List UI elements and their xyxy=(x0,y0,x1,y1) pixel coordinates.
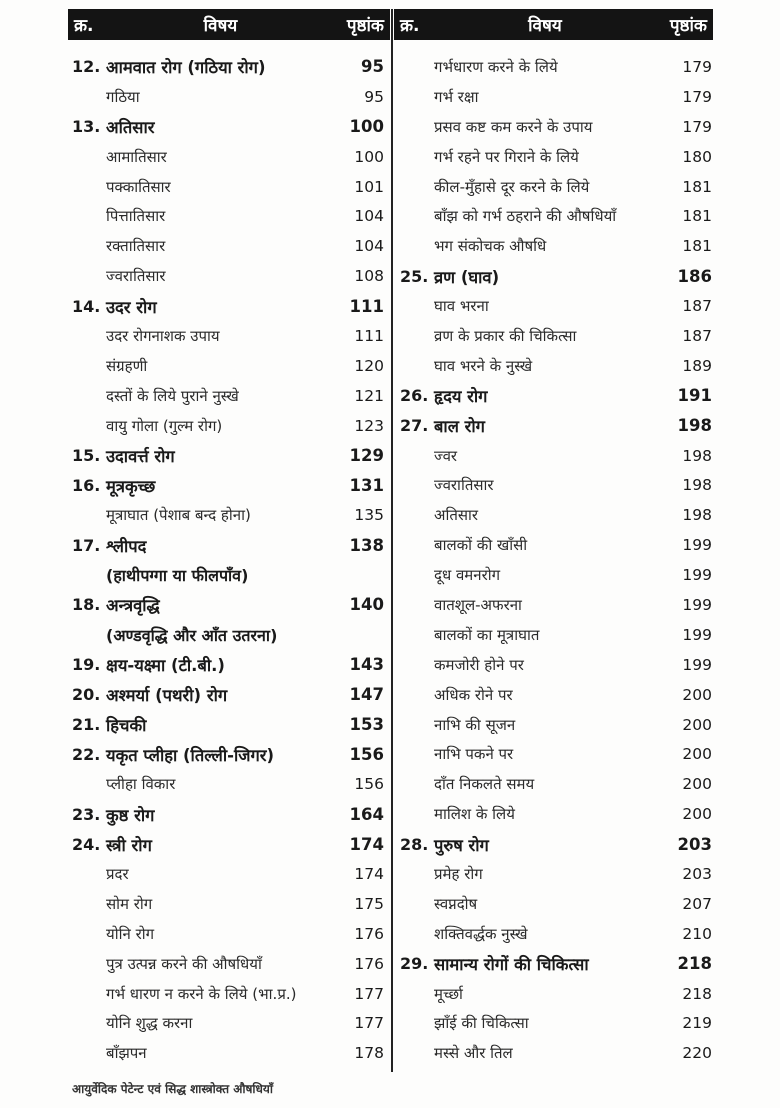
entry-title: उदर रोग xyxy=(106,297,157,317)
toc-subtopic-row[interactable] xyxy=(400,291,712,321)
page-number: 177 xyxy=(354,984,384,1003)
toc-subtopic-row[interactable] xyxy=(400,919,712,949)
entry-title: घाव भरने के नुस्खे xyxy=(434,356,533,375)
entry-title: पित्तातिसार xyxy=(106,207,166,226)
toc-subtopic-row[interactable] xyxy=(400,769,712,799)
page-number: 135 xyxy=(354,506,384,525)
toc-subtopic-row[interactable] xyxy=(72,769,384,799)
header-col-subject: विषय xyxy=(203,16,238,36)
page-number: 199 xyxy=(682,566,712,585)
entry-title: कमजोरी होने पर xyxy=(434,655,524,674)
toc-chapter-row[interactable] xyxy=(72,291,384,321)
toc-chapter-row[interactable] xyxy=(72,650,384,680)
entry-title: बाँझपन xyxy=(106,1044,147,1063)
entry-title: बाँझ को गर्भ ठहराने की औषधियाँ xyxy=(434,207,617,226)
page-number: 199 xyxy=(682,536,712,555)
page-number: 203 xyxy=(677,834,712,854)
toc-subtopic-row[interactable] xyxy=(72,919,384,949)
toc-subtopic-row[interactable] xyxy=(400,560,712,590)
page-number: 181 xyxy=(682,237,712,256)
toc-subtopic-row[interactable] xyxy=(400,1009,712,1039)
toc-subtopic-row[interactable] xyxy=(72,979,384,1009)
page-number: 198 xyxy=(682,476,712,495)
chapter-number: 29. xyxy=(400,954,429,974)
toc-subtopic-row[interactable] xyxy=(400,739,712,769)
chapter-number: 13. xyxy=(72,117,101,137)
toc-subtopic-row[interactable] xyxy=(72,500,384,530)
entry-title: क्षय-यक्ष्मा (टी.बी.) xyxy=(106,656,225,676)
entry-title: संग्रहणी xyxy=(106,356,148,375)
entry-title: आमातिसार xyxy=(106,147,167,166)
entry-title: (अण्डवृद्धि और आँत उतरना) xyxy=(106,625,278,645)
entry-title: गर्भ रहने पर गिराने के लिये xyxy=(434,147,579,166)
page-number: 198 xyxy=(682,506,712,525)
header-col-page: पृष्ठांक xyxy=(346,16,384,36)
header-col-number: क्र. xyxy=(400,16,420,36)
chapter-number: 17. xyxy=(72,535,101,555)
toc-chapter-row[interactable] xyxy=(72,590,384,620)
chapter-number: 20. xyxy=(72,685,101,705)
toc-chapter-row[interactable] xyxy=(400,411,712,441)
page-number: 123 xyxy=(354,416,384,435)
toc-chapter-subtitle-row[interactable] xyxy=(72,560,384,590)
entry-title: हृदय रोग xyxy=(434,387,488,407)
page-number: 179 xyxy=(682,117,712,136)
entry-title: ज्वरातिसार xyxy=(434,476,494,495)
toc-chapter-row[interactable] xyxy=(400,829,712,859)
entry-title: अश्मर्या (पथरी) रोग xyxy=(106,686,228,706)
page-number: 200 xyxy=(682,745,712,764)
page-number: 187 xyxy=(682,326,712,345)
entry-title: गर्भधारण करने के लिये xyxy=(434,57,558,76)
entry-title: मस्से और तिल xyxy=(434,1044,513,1063)
entry-title: उदावर्त्त रोग xyxy=(106,447,175,467)
page-number: 176 xyxy=(354,954,384,973)
page-number: 156 xyxy=(349,744,384,764)
chapter-number: 21. xyxy=(72,715,101,735)
entry-title: दाँत निकलते समय xyxy=(434,775,535,794)
entry-title: स्वप्नदोष xyxy=(434,894,478,913)
toc-chapter-row[interactable] xyxy=(400,949,712,979)
toc-chapter-row[interactable] xyxy=(72,680,384,710)
page-number: 200 xyxy=(682,775,712,794)
entry-title: झाँई की चिकित्सा xyxy=(434,1014,529,1033)
page-number: 174 xyxy=(354,864,384,883)
page-number: 95 xyxy=(364,87,384,106)
header-col-number: क्र. xyxy=(74,16,94,36)
chapter-number: 26. xyxy=(400,386,429,406)
page-number: 210 xyxy=(682,924,712,943)
entry-title: व्रण (घाव) xyxy=(434,267,500,287)
page-number: 179 xyxy=(682,57,712,76)
entry-title: रक्तातिसार xyxy=(106,237,166,256)
toc-subtopic-row[interactable] xyxy=(400,680,712,710)
toc-subtopic-row[interactable] xyxy=(400,710,712,740)
entry-title: दस्तों के लिये पुराने नुस्खे xyxy=(106,386,239,405)
entry-title: नाभि पकने पर xyxy=(434,745,514,764)
toc-subtopic-row[interactable] xyxy=(400,530,712,560)
toc-subtopic-row[interactable] xyxy=(400,799,712,829)
page-number: 104 xyxy=(354,237,384,256)
toc-subtopic-row[interactable] xyxy=(400,500,712,530)
entry-title: अतिसार xyxy=(106,118,155,138)
entry-title: बालकों का मूत्राघात xyxy=(434,625,540,644)
entry-title: स्त्री रोग xyxy=(106,835,152,855)
entry-title: व्रण के प्रकार की चिकित्सा xyxy=(434,326,577,345)
toc-subtopic-row[interactable] xyxy=(72,142,384,172)
entry-title: पुरुष रोग xyxy=(434,835,489,855)
page-number: 178 xyxy=(354,1044,384,1063)
toc-subtopic-row[interactable] xyxy=(400,231,712,261)
toc-subtopic-row[interactable] xyxy=(72,1009,384,1039)
page-number: 199 xyxy=(682,595,712,614)
entry-title: यकृत प्लीहा (तिल्ली-जिगर) xyxy=(106,745,275,765)
chapter-number: 19. xyxy=(72,655,101,675)
page-number: 219 xyxy=(682,1014,712,1033)
entry-title: बाल रोग xyxy=(434,417,485,437)
page-number: 175 xyxy=(354,894,384,913)
page-number: 189 xyxy=(682,356,712,375)
toc-chapter-row[interactable] xyxy=(400,381,712,411)
page-number: 120 xyxy=(354,356,384,375)
entry-title: वातशूल-अफरना xyxy=(434,595,522,614)
toc-subtopic-row[interactable] xyxy=(400,650,712,680)
toc-subtopic-row[interactable] xyxy=(400,351,712,381)
page-number: 140 xyxy=(349,595,384,615)
toc-subtopic-row[interactable] xyxy=(72,411,384,441)
page-number: 121 xyxy=(354,386,384,405)
entry-title: आमवात रोग (गठिया रोग) xyxy=(106,58,266,78)
page-number: 131 xyxy=(349,475,384,495)
chapter-number: 24. xyxy=(72,834,101,854)
toc-subtopic-row[interactable] xyxy=(72,172,384,202)
toc-chapter-row[interactable] xyxy=(72,112,384,142)
toc-subtopic-row[interactable] xyxy=(72,889,384,919)
chapter-number: 28. xyxy=(400,834,429,854)
column-divider xyxy=(391,9,393,1072)
entry-title: उदर रोगनाशक उपाय xyxy=(106,326,220,345)
toc-subtopic-row[interactable] xyxy=(400,52,712,82)
toc-subtopic-row[interactable] xyxy=(72,201,384,231)
page-number: 181 xyxy=(682,177,712,196)
page-number: 147 xyxy=(349,685,384,705)
toc-subtopic-row[interactable] xyxy=(72,949,384,979)
toc-right-column xyxy=(400,52,712,1068)
entry-title: गर्भ रक्षा xyxy=(434,87,479,106)
toc-subtopic-row[interactable] xyxy=(400,859,712,889)
entry-title: सोम रोग xyxy=(106,894,153,913)
toc-left-column xyxy=(72,52,384,1068)
chapter-number: 14. xyxy=(72,296,101,316)
page-number: 108 xyxy=(354,267,384,286)
entry-title: अतिसार xyxy=(434,506,479,525)
header-col-subject: विषय xyxy=(528,16,562,36)
entry-title: योनि शुद्ध करना xyxy=(106,1014,193,1033)
entry-title: मूत्रकृच्छ xyxy=(106,476,156,496)
entry-title: श्लीपद xyxy=(106,536,147,556)
entry-title: भग संकोचक औषधि xyxy=(434,237,547,256)
toc-chapter-subtitle-row[interactable] xyxy=(72,620,384,650)
page-number: 203 xyxy=(682,864,712,883)
chapter-number: 16. xyxy=(72,475,101,495)
page-number: 191 xyxy=(677,386,712,406)
toc-subtopic-row[interactable] xyxy=(72,82,384,112)
toc-subtopic-row[interactable] xyxy=(400,620,712,650)
toc-chapter-row[interactable] xyxy=(72,739,384,769)
header-col-page: पृष्ठांक xyxy=(669,16,707,36)
toc-subtopic-row[interactable] xyxy=(400,82,712,112)
page-number: 200 xyxy=(682,685,712,704)
toc-subtopic-row[interactable] xyxy=(400,1038,712,1068)
page-number: 101 xyxy=(354,177,384,196)
toc-subtopic-row[interactable] xyxy=(72,231,384,261)
entry-title: सामान्य रोगों की चिकित्सा xyxy=(434,955,589,975)
chapter-number: 22. xyxy=(72,744,101,764)
page-number: 207 xyxy=(682,894,712,913)
entry-title: नाभि की सूजन xyxy=(434,715,516,734)
page-number: 200 xyxy=(682,805,712,824)
page-number: 153 xyxy=(349,715,384,735)
page-number: 95 xyxy=(361,57,384,77)
toc-subtopic-row[interactable] xyxy=(72,261,384,291)
chapter-number: 12. xyxy=(72,57,101,77)
entry-title: वायु गोला (गुल्म रोग) xyxy=(106,416,223,435)
entry-title: गठिया xyxy=(106,87,140,106)
page-number: 143 xyxy=(349,655,384,675)
toc-subtopic-row[interactable] xyxy=(400,112,712,142)
book-title-footer: आयुर्वेदिक पेटेन्ट एवं सिद्ध शास्त्रोक्त औषधियाँ xyxy=(72,1082,273,1096)
entry-title: प्रमेह रोग xyxy=(434,864,483,883)
entry-title: घाव भरना xyxy=(434,297,489,316)
entry-title: योनि रोग xyxy=(106,924,155,943)
toc-chapter-row[interactable] xyxy=(72,470,384,500)
toc-chapter-row[interactable] xyxy=(72,710,384,740)
toc-subtopic-row[interactable] xyxy=(400,321,712,351)
page-number: 111 xyxy=(354,326,384,345)
entry-title: मूत्राघात (पेशाब बन्द होना) xyxy=(106,506,251,525)
entry-title: पक्कातिसार xyxy=(106,177,171,196)
entry-title: मूर्च्छा xyxy=(434,984,463,1003)
entry-title: प्रसव कष्ट कम करने के उपाय xyxy=(434,117,593,136)
entry-title: दूध वमनरोग xyxy=(434,566,501,585)
page-number: 111 xyxy=(349,296,384,316)
entry-title: गर्भ धारण न करने के लिये (भा.प्र.) xyxy=(106,984,297,1003)
toc-subtopic-row[interactable] xyxy=(72,859,384,889)
toc-subtopic-row[interactable] xyxy=(72,321,384,351)
page-number: 220 xyxy=(682,1044,712,1063)
entry-title: हिचकी xyxy=(106,716,147,736)
toc-subtopic-row[interactable] xyxy=(72,351,384,381)
toc-subtopic-row[interactable] xyxy=(400,889,712,919)
toc-chapter-row[interactable] xyxy=(72,441,384,471)
toc-chapter-row[interactable] xyxy=(72,52,384,82)
page-number: 181 xyxy=(682,207,712,226)
entry-title: कील-मुँहासे दूर करने के लिये xyxy=(434,177,590,196)
page-number: 100 xyxy=(349,117,384,137)
page-number: 218 xyxy=(677,954,712,974)
page-number: 180 xyxy=(682,147,712,166)
toc-subtopic-row[interactable] xyxy=(400,172,712,202)
toc-chapter-row[interactable] xyxy=(72,530,384,560)
entry-title: पुत्र उत्पन्न करने की औषधियाँ xyxy=(106,954,262,973)
page-number: 218 xyxy=(682,984,712,1003)
chapter-number: 18. xyxy=(72,595,101,615)
entry-title: अधिक रोने पर xyxy=(434,685,513,704)
page-number: 186 xyxy=(677,266,712,286)
chapter-number: 15. xyxy=(72,446,101,466)
page-number: 200 xyxy=(682,715,712,734)
toc-subtopic-row[interactable] xyxy=(400,142,712,172)
toc-subtopic-row[interactable] xyxy=(400,470,712,500)
page-number: 187 xyxy=(682,297,712,316)
entry-title: अन्त्रवृद्धि xyxy=(106,596,160,616)
page-number: 138 xyxy=(349,535,384,555)
toc-subtopic-row[interactable] xyxy=(400,590,712,620)
page-number: 198 xyxy=(677,416,712,436)
toc-subtopic-row[interactable] xyxy=(400,441,712,471)
page-number: 100 xyxy=(354,147,384,166)
page-number: 177 xyxy=(354,1014,384,1033)
entry-title: मालिश के लिये xyxy=(434,805,515,824)
toc-chapter-row[interactable] xyxy=(400,261,712,291)
chapter-number: 25. xyxy=(400,266,429,286)
page-number: 104 xyxy=(354,207,384,226)
page-number: 199 xyxy=(682,655,712,674)
page-number: 156 xyxy=(354,775,384,794)
entry-title: प्रदर xyxy=(106,864,129,883)
toc-subtopic-row[interactable] xyxy=(72,381,384,411)
header-bar-right xyxy=(394,9,713,40)
entry-title: बालकों की खाँसी xyxy=(434,536,528,555)
toc-chapter-row[interactable] xyxy=(72,829,384,859)
chapter-number: 27. xyxy=(400,416,429,436)
page-number: 198 xyxy=(682,446,712,465)
header-bar-left xyxy=(68,9,390,40)
entry-title: कुष्ठ रोग xyxy=(106,805,155,825)
toc-subtopic-row[interactable] xyxy=(72,1038,384,1068)
entry-title: प्लीहा विकार xyxy=(106,775,176,794)
toc-chapter-row[interactable] xyxy=(72,799,384,829)
page-number: 199 xyxy=(682,625,712,644)
page-number: 174 xyxy=(349,834,384,854)
toc-subtopic-row[interactable] xyxy=(400,201,712,231)
page-number: 179 xyxy=(682,87,712,106)
entry-title: ज्वरातिसार xyxy=(106,267,166,286)
toc-subtopic-row[interactable] xyxy=(400,979,712,1009)
page-number: 164 xyxy=(349,804,384,824)
entry-title: (हाथीपग्गा या फीलपाँव) xyxy=(106,566,249,586)
page-number: 129 xyxy=(349,446,384,466)
chapter-number: 23. xyxy=(72,804,101,824)
entry-title: ज्वर xyxy=(434,446,458,465)
entry-title: शक्तिवर्द्धक नुस्खे xyxy=(434,924,528,943)
page-number: 176 xyxy=(354,924,384,943)
